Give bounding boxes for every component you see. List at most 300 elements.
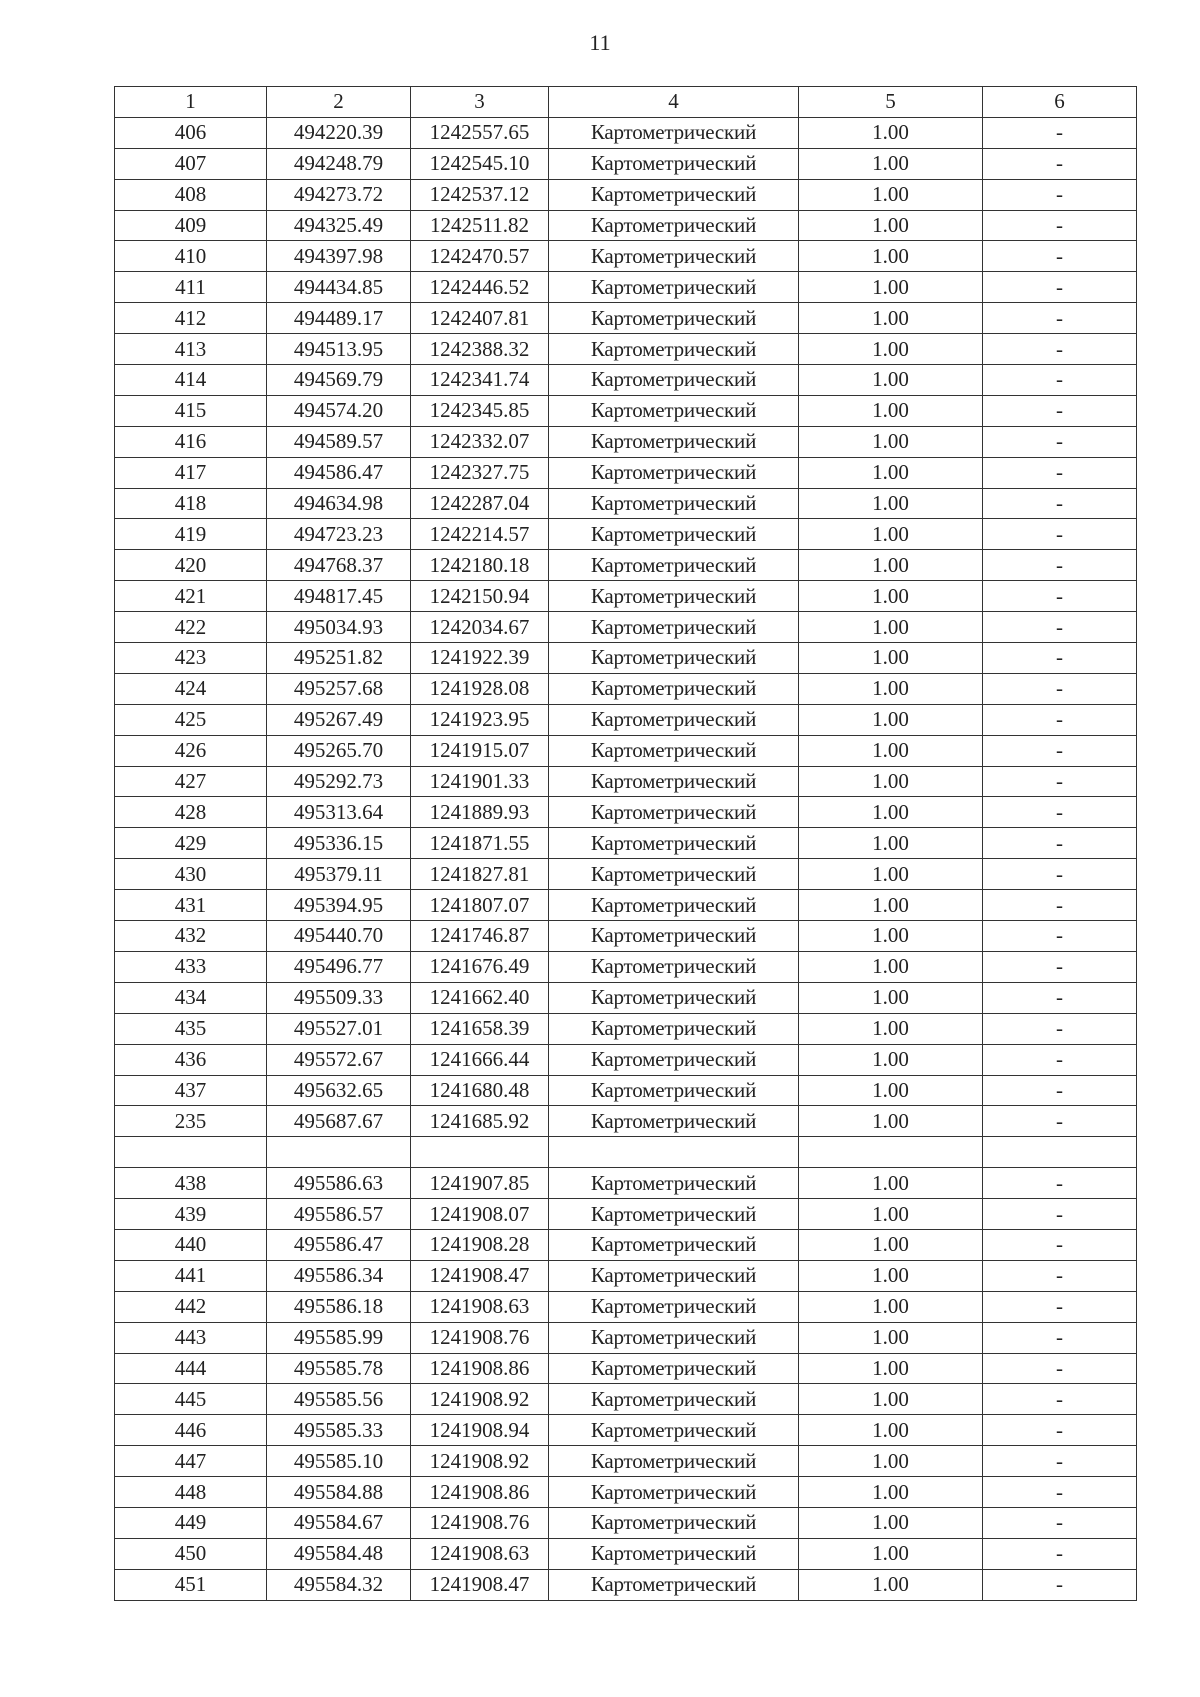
note-cell: - [983,1569,1137,1600]
method-cell: Картометрический [549,673,799,704]
method-cell: Картометрический [549,797,799,828]
table-row [115,1260,1137,1291]
y-coordinate-cell: 1241871.55 [411,828,549,859]
accuracy-cell: 1.00 [799,334,983,365]
table-row [115,210,1137,241]
table-row [115,117,1137,148]
accuracy-cell: 1.00 [799,1538,983,1569]
accuracy-cell: 1.00 [799,303,983,334]
point-number-cell: 434 [115,982,267,1013]
point-number-cell: 438 [115,1168,267,1199]
point-number-cell: 451 [115,1569,267,1600]
point-number-cell: 425 [115,704,267,735]
point-number-cell: 412 [115,303,267,334]
table-row [115,643,1137,674]
x-coordinate-cell: 495336.15 [267,828,411,859]
x-coordinate-cell: 494569.79 [267,365,411,396]
y-coordinate-cell: 1241676.49 [411,951,549,982]
point-number-cell: 407 [115,148,267,179]
method-cell: Картометрический [549,1229,799,1260]
accuracy-cell: 1.00 [799,1075,983,1106]
method-cell: Картометрический [549,890,799,921]
note-cell: - [983,1353,1137,1384]
y-coordinate-cell: 1242407.81 [411,303,549,334]
accuracy-cell: 1.00 [799,1106,983,1137]
y-coordinate-cell: 1242332.07 [411,426,549,457]
point-number-cell: 431 [115,890,267,921]
note-cell: - [983,210,1137,241]
x-coordinate-cell [267,1137,411,1168]
x-coordinate-cell: 494489.17 [267,303,411,334]
y-coordinate-cell: 1241907.85 [411,1168,549,1199]
table-row [115,890,1137,921]
method-cell: Картометрический [549,1199,799,1230]
note-cell: - [983,272,1137,303]
table-row [115,1322,1137,1353]
note-cell: - [983,148,1137,179]
accuracy-cell: 1.00 [799,1260,983,1291]
table-row [115,1507,1137,1538]
method-cell: Картометрический [549,612,799,643]
point-number-cell: 416 [115,426,267,457]
y-coordinate-cell: 1241746.87 [411,921,549,952]
method-cell: Картометрический [549,1075,799,1106]
x-coordinate-cell: 495496.77 [267,951,411,982]
table-row [115,735,1137,766]
note-cell: - [983,1075,1137,1106]
x-coordinate-cell: 494397.98 [267,241,411,272]
method-cell: Картометрический [549,395,799,426]
y-coordinate-cell: 1242341.74 [411,365,549,396]
accuracy-cell: 1.00 [799,395,983,426]
x-coordinate-cell: 495586.34 [267,1260,411,1291]
x-coordinate-cell: 495585.33 [267,1415,411,1446]
y-coordinate-cell: 1242557.65 [411,117,549,148]
accuracy-cell: 1.00 [799,951,983,982]
table-body [115,117,1137,1600]
point-number-cell: 235 [115,1106,267,1137]
method-cell: Картометрический [549,488,799,519]
method-cell: Картометрический [549,982,799,1013]
method-cell: Картометрический [549,1446,799,1477]
table-row [115,303,1137,334]
table-row [115,395,1137,426]
method-cell: Картометрический [549,1291,799,1322]
point-number-cell: 421 [115,581,267,612]
table-row [115,1137,1137,1168]
accuracy-cell: 1.00 [799,1477,983,1508]
note-cell: - [983,643,1137,674]
point-number-cell: 409 [115,210,267,241]
y-coordinate-cell: 1242180.18 [411,550,549,581]
method-cell: Картометрический [549,1569,799,1600]
accuracy-cell: 1.00 [799,643,983,674]
accuracy-cell: 1.00 [799,859,983,890]
y-coordinate-cell: 1241908.47 [411,1260,549,1291]
page-number: 11 [589,30,611,55]
accuracy-cell: 1.00 [799,1569,983,1600]
accuracy-cell: 1.00 [799,210,983,241]
y-coordinate-cell: 1241908.92 [411,1384,549,1415]
note-cell: - [983,1538,1137,1569]
accuracy-cell: 1.00 [799,1507,983,1538]
table-row [115,797,1137,828]
note-cell: - [983,1291,1137,1322]
accuracy-cell: 1.00 [799,828,983,859]
table-row [115,488,1137,519]
table-row [115,612,1137,643]
note-cell: - [983,1322,1137,1353]
point-number-cell: 436 [115,1044,267,1075]
table-row [115,1538,1137,1569]
point-number-cell: 423 [115,643,267,674]
method-cell: Картометрический [549,303,799,334]
method-cell: Картометрический [549,643,799,674]
table-row [115,859,1137,890]
note-cell: - [983,704,1137,735]
accuracy-cell: 1.00 [799,426,983,457]
y-coordinate-cell: 1241666.44 [411,1044,549,1075]
note-cell: - [983,1260,1137,1291]
accuracy-cell: 1.00 [799,1353,983,1384]
y-coordinate-cell: 1241908.76 [411,1322,549,1353]
table-row [115,704,1137,735]
x-coordinate-cell: 495584.88 [267,1477,411,1508]
point-number-cell: 418 [115,488,267,519]
table-row [115,581,1137,612]
table-row [115,1446,1137,1477]
table-row [115,457,1137,488]
point-number-cell: 449 [115,1507,267,1538]
point-number-cell: 442 [115,1291,267,1322]
x-coordinate-cell: 495586.47 [267,1229,411,1260]
table-row [115,1477,1137,1508]
point-number-cell: 440 [115,1229,267,1260]
x-coordinate-cell: 495584.32 [267,1569,411,1600]
x-coordinate-cell: 494434.85 [267,272,411,303]
y-coordinate-cell: 1241908.92 [411,1446,549,1477]
x-coordinate-cell: 495527.01 [267,1013,411,1044]
accuracy-cell: 1.00 [799,1044,983,1075]
accuracy-cell: 1.00 [799,1446,983,1477]
method-cell: Картометрический [549,179,799,210]
note-cell: - [983,1415,1137,1446]
y-coordinate-cell: 1242150.94 [411,581,549,612]
y-coordinate-cell: 1241923.95 [411,704,549,735]
accuracy-cell: 1.00 [799,519,983,550]
accuracy-cell: 1.00 [799,148,983,179]
y-coordinate-cell: 1241908.94 [411,1415,549,1446]
accuracy-cell: 1.00 [799,1415,983,1446]
point-number-cell: 415 [115,395,267,426]
y-coordinate-cell: 1241908.63 [411,1291,549,1322]
accuracy-cell: 1.00 [799,982,983,1013]
x-coordinate-cell: 495034.93 [267,612,411,643]
point-number-cell: 447 [115,1446,267,1477]
method-cell: Картометрический [549,365,799,396]
x-coordinate-cell: 494768.37 [267,550,411,581]
point-number-cell: 419 [115,519,267,550]
header-cell-2: 2 [267,87,411,118]
point-number-cell: 443 [115,1322,267,1353]
table-row [115,766,1137,797]
accuracy-cell: 1.00 [799,272,983,303]
method-cell: Картометрический [549,1384,799,1415]
table-row [115,1353,1137,1384]
point-number-cell: 439 [115,1199,267,1230]
note-cell: - [983,241,1137,272]
table-row [115,1168,1137,1199]
x-coordinate-cell: 495313.64 [267,797,411,828]
accuracy-cell: 1.00 [799,673,983,704]
note-cell: - [983,673,1137,704]
x-coordinate-cell: 494273.72 [267,179,411,210]
coordinates-table [114,86,1137,1601]
note-cell: - [983,890,1137,921]
table-row [115,1199,1137,1230]
method-cell: Картометрический [549,334,799,365]
method-cell: Картометрический [549,1322,799,1353]
y-coordinate-cell: 1242545.10 [411,148,549,179]
header-cell-4: 4 [549,87,799,118]
x-coordinate-cell: 494513.95 [267,334,411,365]
table-row [115,1044,1137,1075]
accuracy-cell: 1.00 [799,457,983,488]
accuracy-cell: 1.00 [799,766,983,797]
x-coordinate-cell: 495265.70 [267,735,411,766]
accuracy-cell: 1.00 [799,1199,983,1230]
point-number-cell [115,1137,267,1168]
note-cell: - [983,1199,1137,1230]
note-cell: - [983,921,1137,952]
y-coordinate-cell: 1241807.07 [411,890,549,921]
y-coordinate-cell: 1242470.57 [411,241,549,272]
point-number-cell: 441 [115,1260,267,1291]
x-coordinate-cell: 495687.67 [267,1106,411,1137]
x-coordinate-cell: 494220.39 [267,117,411,148]
y-coordinate-cell: 1241908.86 [411,1353,549,1384]
accuracy-cell: 1.00 [799,1384,983,1415]
table-row [115,1075,1137,1106]
note-cell [983,1137,1137,1168]
point-number-cell: 450 [115,1538,267,1569]
point-number-cell: 424 [115,673,267,704]
accuracy-cell: 1.00 [799,365,983,396]
note-cell: - [983,519,1137,550]
x-coordinate-cell: 495394.95 [267,890,411,921]
method-cell [549,1137,799,1168]
y-coordinate-cell: 1241908.63 [411,1538,549,1569]
note-cell: - [983,612,1137,643]
header-cell-1: 1 [115,87,267,118]
note-cell: - [983,1229,1137,1260]
note-cell: - [983,1446,1137,1477]
accuracy-cell: 1.00 [799,704,983,735]
accuracy-cell: 1.00 [799,612,983,643]
note-cell: - [983,982,1137,1013]
note-cell: - [983,1013,1137,1044]
table-row [115,1106,1137,1137]
method-cell: Картометрический [549,210,799,241]
point-number-cell: 435 [115,1013,267,1044]
point-number-cell: 422 [115,612,267,643]
note-cell: - [983,550,1137,581]
note-cell: - [983,117,1137,148]
x-coordinate-cell: 495585.56 [267,1384,411,1415]
x-coordinate-cell: 495632.65 [267,1075,411,1106]
x-coordinate-cell: 494817.45 [267,581,411,612]
note-cell: - [983,859,1137,890]
y-coordinate-cell: 1242388.32 [411,334,549,365]
method-cell: Картометрический [549,921,799,952]
table-row [115,550,1137,581]
method-cell: Картометрический [549,1168,799,1199]
method-cell: Картометрический [549,704,799,735]
table-row [115,1013,1137,1044]
table-row [115,148,1137,179]
accuracy-cell: 1.00 [799,241,983,272]
y-coordinate-cell: 1242214.57 [411,519,549,550]
y-coordinate-cell: 1241658.39 [411,1013,549,1044]
y-coordinate-cell: 1242034.67 [411,612,549,643]
table-row [115,241,1137,272]
y-coordinate-cell: 1241915.07 [411,735,549,766]
x-coordinate-cell: 494586.47 [267,457,411,488]
accuracy-cell: 1.00 [799,581,983,612]
method-cell: Картометрический [549,859,799,890]
x-coordinate-cell: 495379.11 [267,859,411,890]
x-coordinate-cell: 494325.49 [267,210,411,241]
method-cell: Картометрический [549,1507,799,1538]
method-cell: Картометрический [549,1477,799,1508]
method-cell: Картометрический [549,1415,799,1446]
point-number-cell: 427 [115,766,267,797]
point-number-cell: 445 [115,1384,267,1415]
table-row [115,828,1137,859]
x-coordinate-cell: 495509.33 [267,982,411,1013]
x-coordinate-cell: 494589.57 [267,426,411,457]
method-cell: Картометрический [549,1106,799,1137]
note-cell: - [983,1507,1137,1538]
method-cell: Картометрический [549,828,799,859]
method-cell: Картометрический [549,550,799,581]
point-number-cell: 448 [115,1477,267,1508]
table-row [115,519,1137,550]
y-coordinate-cell: 1241827.81 [411,859,549,890]
note-cell: - [983,488,1137,519]
y-coordinate-cell: 1242446.52 [411,272,549,303]
point-number-cell: 420 [115,550,267,581]
point-number-cell: 429 [115,828,267,859]
x-coordinate-cell: 494248.79 [267,148,411,179]
y-coordinate-cell: 1241685.92 [411,1106,549,1137]
point-number-cell: 411 [115,272,267,303]
note-cell: - [983,797,1137,828]
accuracy-cell: 1.00 [799,735,983,766]
x-coordinate-cell: 495572.67 [267,1044,411,1075]
accuracy-cell: 1.00 [799,1013,983,1044]
table-row [115,365,1137,396]
note-cell: - [983,1044,1137,1075]
point-number-cell: 413 [115,334,267,365]
x-coordinate-cell: 495584.67 [267,1507,411,1538]
point-number-cell: 446 [115,1415,267,1446]
note-cell: - [983,1168,1137,1199]
table-row [115,1415,1137,1446]
y-coordinate-cell: 1242537.12 [411,179,549,210]
x-coordinate-cell: 495267.49 [267,704,411,735]
accuracy-cell: 1.00 [799,1291,983,1322]
point-number-cell: 426 [115,735,267,766]
method-cell: Картометрический [549,1538,799,1569]
header-cell-3: 3 [411,87,549,118]
note-cell: - [983,179,1137,210]
table-row [115,1384,1137,1415]
table-row [115,272,1137,303]
y-coordinate-cell: 1242287.04 [411,488,549,519]
point-number-cell: 408 [115,179,267,210]
point-number-cell: 406 [115,117,267,148]
y-coordinate-cell: 1241922.39 [411,643,549,674]
table-row [115,951,1137,982]
accuracy-cell: 1.00 [799,550,983,581]
note-cell: - [983,426,1137,457]
note-cell: - [983,303,1137,334]
point-number-cell: 444 [115,1353,267,1384]
method-cell: Картометрический [549,951,799,982]
y-coordinate-cell: 1241908.07 [411,1199,549,1230]
method-cell: Картометрический [549,457,799,488]
table-row [115,1569,1137,1600]
method-cell: Картометрический [549,766,799,797]
table-row [115,179,1137,210]
point-number-cell: 414 [115,365,267,396]
accuracy-cell [799,1137,983,1168]
x-coordinate-cell: 494723.23 [267,519,411,550]
x-coordinate-cell: 495584.48 [267,1538,411,1569]
y-coordinate-cell: 1241908.86 [411,1477,549,1508]
note-cell: - [983,395,1137,426]
point-number-cell: 433 [115,951,267,982]
accuracy-cell: 1.00 [799,1168,983,1199]
x-coordinate-cell: 494574.20 [267,395,411,426]
method-cell: Картометрический [549,241,799,272]
accuracy-cell: 1.00 [799,488,983,519]
y-coordinate-cell: 1241908.47 [411,1569,549,1600]
table-row [115,1291,1137,1322]
note-cell: - [983,1384,1137,1415]
point-number-cell: 437 [115,1075,267,1106]
method-cell: Картометрический [549,1353,799,1384]
method-cell: Картометрический [549,1044,799,1075]
y-coordinate-cell: 1242511.82 [411,210,549,241]
point-number-cell: 432 [115,921,267,952]
y-coordinate-cell: 1241889.93 [411,797,549,828]
x-coordinate-cell: 495586.63 [267,1168,411,1199]
accuracy-cell: 1.00 [799,1322,983,1353]
note-cell: - [983,457,1137,488]
header-cell-5: 5 [799,87,983,118]
accuracy-cell: 1.00 [799,797,983,828]
method-cell: Картометрический [549,581,799,612]
note-cell: - [983,828,1137,859]
note-cell: - [983,766,1137,797]
x-coordinate-cell: 495251.82 [267,643,411,674]
accuracy-cell: 1.00 [799,921,983,952]
method-cell: Картометрический [549,519,799,550]
note-cell: - [983,334,1137,365]
x-coordinate-cell: 495586.57 [267,1199,411,1230]
